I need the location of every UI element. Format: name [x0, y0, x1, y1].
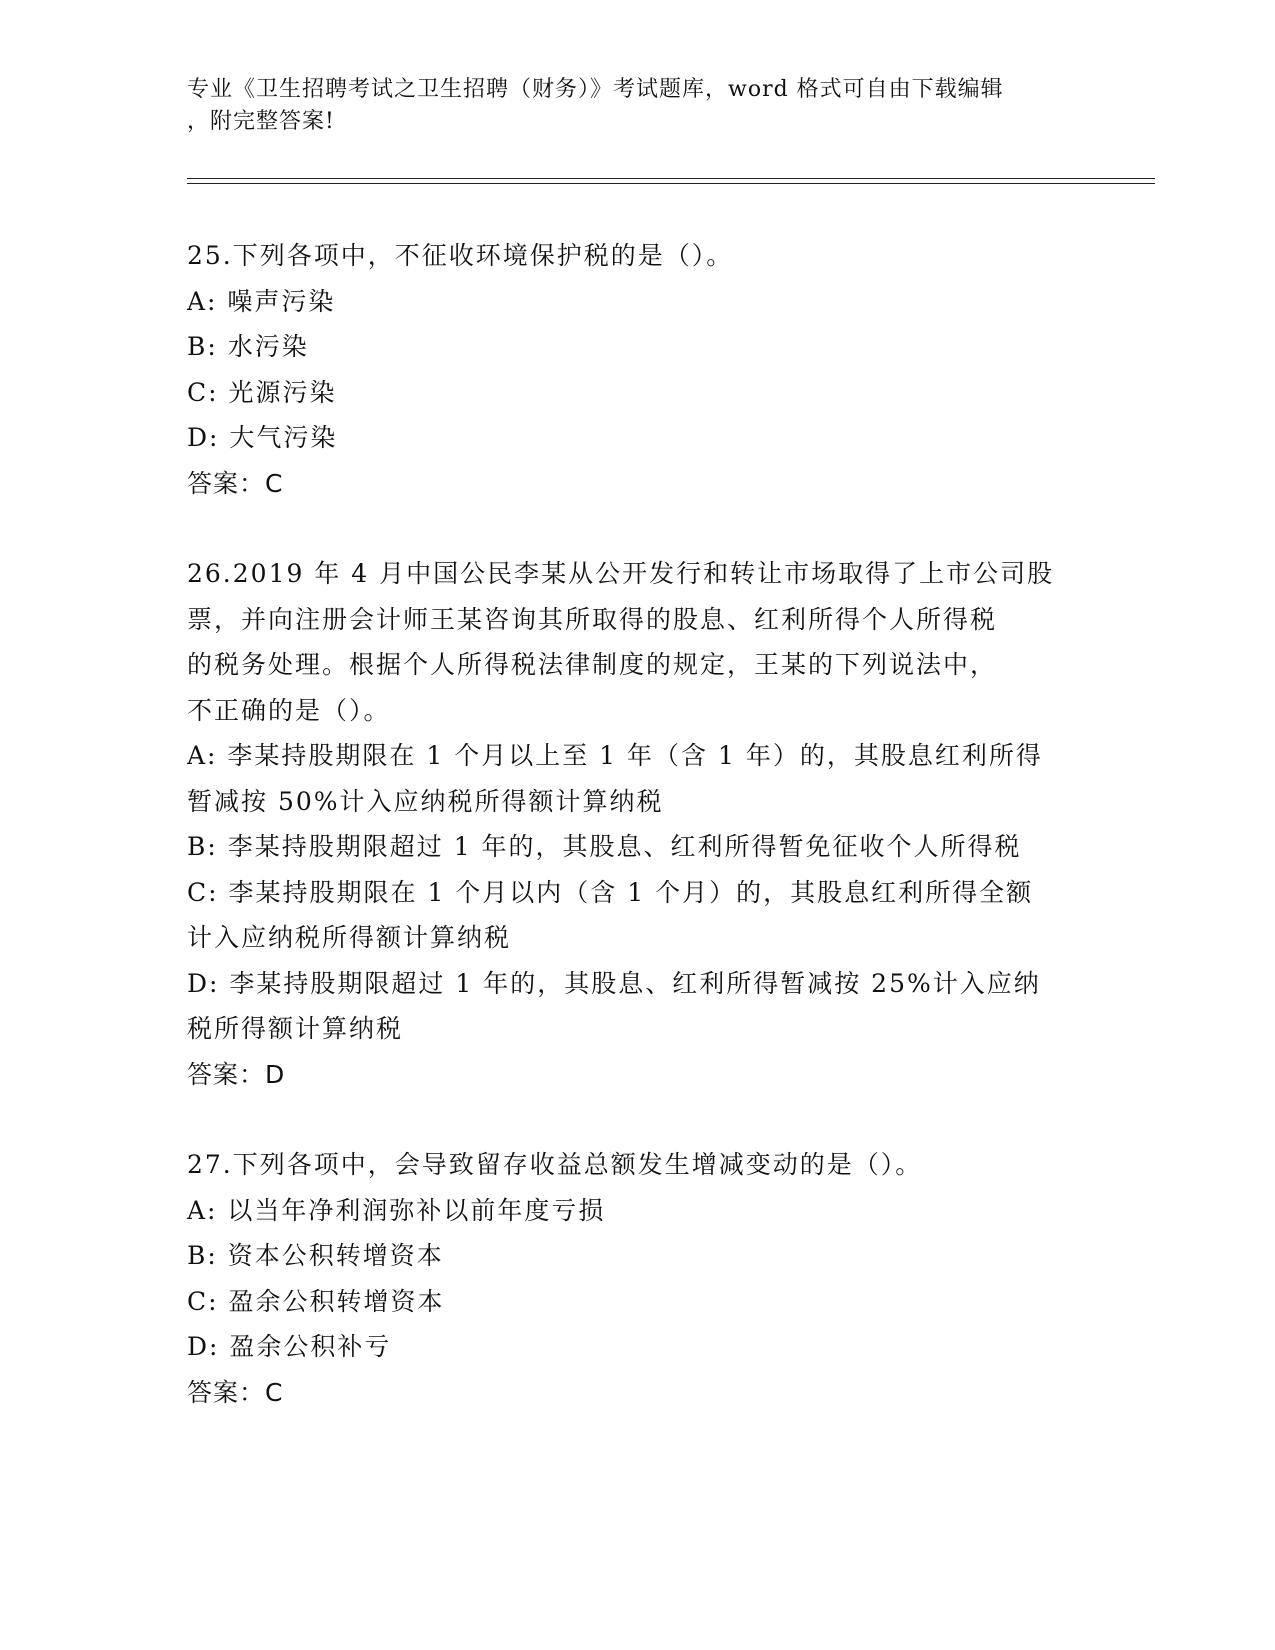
option-b: B: 资本公积转增资本 [187, 1241, 444, 1270]
option-a: A: 以当年净利润弥补以前年度亏损 [187, 1195, 606, 1225]
question-stem: 25.下列各项中，不征收环境保护税的是（）。 [187, 241, 734, 270]
option-c-line-1: C: 李某持股期限在 1 个月以内（含 1 个月）的，其股息红利所得全额 [187, 877, 1034, 907]
answer: 答案：D [187, 1059, 286, 1089]
header-line-2: ，附完整答案! [187, 109, 335, 134]
option-c-line-2: 计入应纳税所得额计算纳税 [187, 923, 512, 952]
question-stem-line-2: 票，并向注册会计师王某咨询其所取得的股息、红利所得个人所得税 [187, 604, 998, 634]
option-a-line-2: 暂减按 50%计入应纳税所得额计算纳税 [187, 786, 664, 816]
option-d-line-1: D: 李某持股期限超过 1 年的，其股息、红利所得暂减按 25%计入应纳 [187, 968, 1041, 998]
header-rule-bottom [187, 183, 1155, 184]
question-27 [187, 1142, 1087, 1415]
option-c: C: 盈余公积转增资本 [187, 1286, 445, 1316]
option-b: B: 李某持股期限超过 1 年的，其股息、红利所得暂免征收个人所得税 [187, 832, 1022, 861]
option-a: A: 噪声污染 [187, 286, 336, 316]
answer: 答案：C [187, 468, 284, 498]
option-c: C: 光源污染 [187, 377, 337, 407]
question-stem-line-1: 26.2019 年 4 月中国公民李某从公开发行和转让市场取得了上市公司股 [187, 559, 1055, 588]
header-line-1: 专业《卫生招聘考试之卫生招聘（财务）》考试题库，word 格式可自由下载编辑 [187, 77, 1004, 102]
question-26 [187, 551, 1087, 1097]
document-header [187, 74, 1067, 138]
question-stem: 27.下列各项中，会导致留存收益总额发生增减变动的是（）。 [187, 1150, 923, 1179]
question-25 [187, 233, 1087, 506]
header-rule-top [187, 178, 1155, 179]
question-list [187, 233, 1087, 1460]
option-d-line-2: 税所得额计算纳税 [187, 1014, 404, 1043]
option-d: D: 大气污染 [187, 423, 338, 452]
answer: 答案：C [187, 1377, 284, 1407]
option-a-line-1: A: 李某持股期限在 1 个月以上至 1 年（含 1 年）的，其股息红利所得 [187, 741, 1043, 770]
option-d: D: 盈余公积补亏 [187, 1332, 392, 1361]
question-stem-line-3: 的税务处理。根据个人所得税法律制度的规定，王某的下列说法中， [187, 650, 998, 679]
option-b: B: 水污染 [187, 332, 309, 361]
question-stem-line-4: 不正确的是（）。 [187, 695, 391, 725]
